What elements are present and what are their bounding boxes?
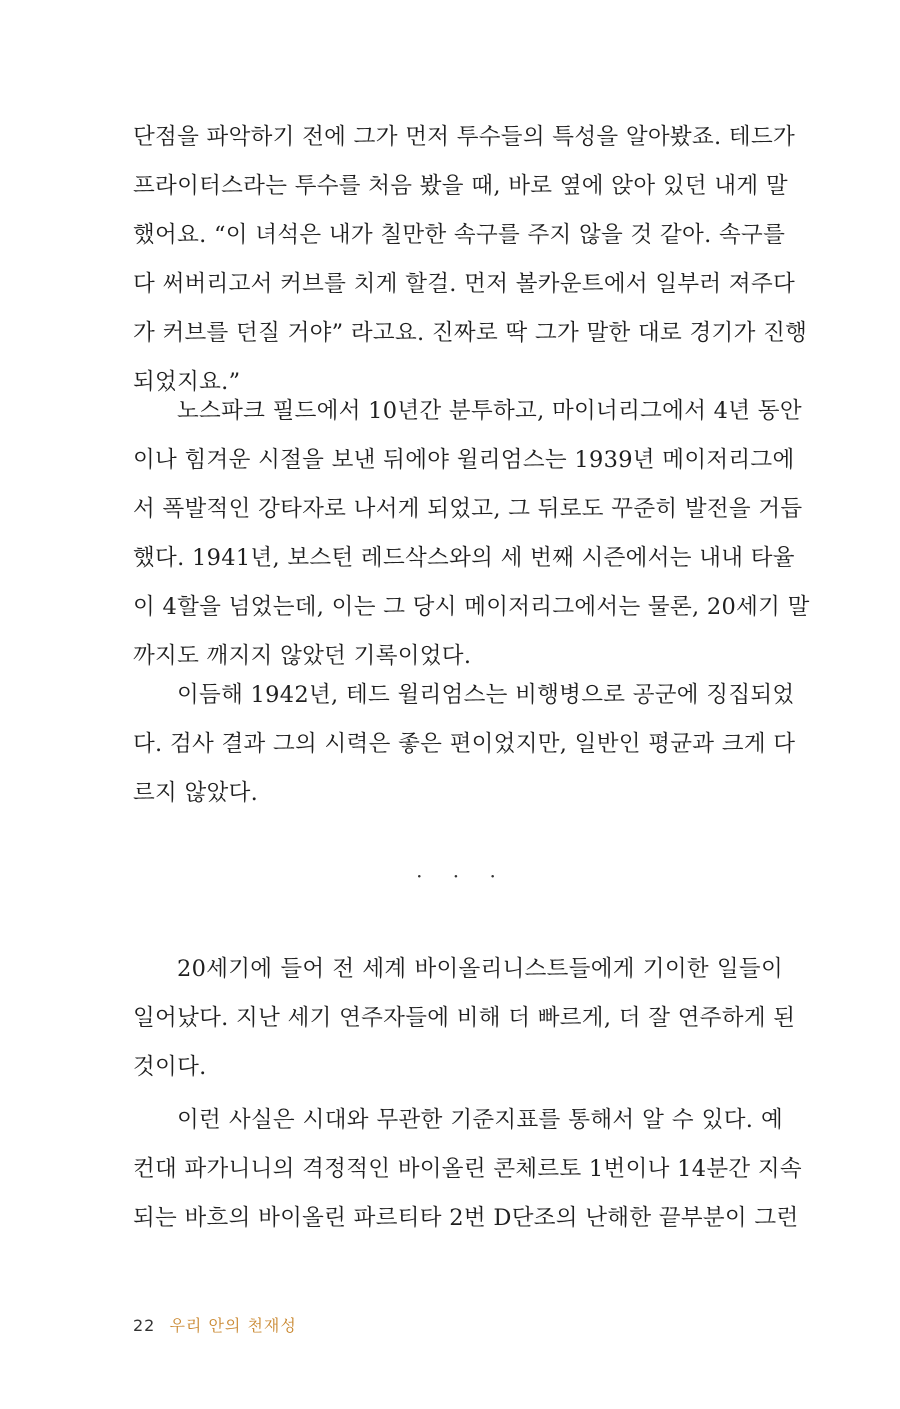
- text-line: 컨대 파가니니의 격정적인 바이올린 콘체르토 1번이나 14분간 지속: [133, 1156, 802, 1182]
- text-line: 르지 않았다.: [133, 780, 259, 806]
- paragraph: [133, 1096, 802, 1243]
- paragraph: [133, 671, 796, 818]
- text-line: 것이다.: [133, 1054, 207, 1080]
- page-footer: [133, 1313, 297, 1336]
- text-line: 이나 힘겨운 시절을 보낸 뒤에야 윌리엄스는 1939년 메이저리그에: [133, 447, 795, 473]
- text-line: 되었지요.”: [133, 369, 241, 395]
- text-line: 되는 바흐의 바이올린 파르티타 2번 D단조의 난해한 끝부분이 그런: [133, 1205, 799, 1231]
- text-line: 이 4할을 넘었는데, 이는 그 당시 메이저리그에서는 물론, 20세기 말: [133, 594, 810, 620]
- text-line: 노스파크 필드에서 10년간 분투하고, 마이너리그에서 4년 동안: [177, 398, 802, 424]
- text-line: 다 써버리고서 커브를 치게 할걸. 먼저 볼카운트에서 일부러 져주다: [133, 271, 796, 297]
- section-separator: · · ·: [416, 864, 508, 888]
- text-line: 가 커브를 던질 거야” 라고요. 진짜로 딱 그가 말한 대로 경기가 진행: [133, 320, 808, 346]
- text-line: 단점을 파악하기 전에 그가 먼저 투수들의 특성을 알아봤죠. 테드가: [133, 124, 796, 150]
- text-line: 일어났다. 지난 세기 연주자들에 비해 더 빠르게, 더 잘 연주하게 된: [133, 1005, 796, 1031]
- text-line: 까지도 깨지지 않았던 기록이었다.: [133, 643, 472, 669]
- text-line: 프라이터스라는 투수를 처음 봤을 때, 바로 옆에 앉아 있던 내게 말: [133, 173, 788, 199]
- text-line: 이런 사실은 시대와 무관한 기준지표를 통해서 알 수 있다. 예: [177, 1107, 783, 1133]
- text-line: 했다. 1941년, 보스턴 레드삭스와의 세 번째 시즌에서는 내내 타율: [133, 545, 795, 571]
- text-line: 했어요. “이 녀석은 내가 칠만한 속구를 주지 않을 것 같아. 속구를: [133, 222, 786, 248]
- page-number: 22: [133, 1316, 156, 1335]
- text-line: 이듬해 1942년, 테드 윌리엄스는 비행병으로 공군에 징집되었: [177, 682, 795, 708]
- running-title: 우리 안의 천재성: [169, 1316, 297, 1335]
- paragraph: [133, 945, 796, 1092]
- text-line: 서 폭발적인 강타자로 나서게 되었고, 그 뒤로도 꾸준히 발전을 거듭: [133, 496, 803, 522]
- text-line: 20세기에 들어 전 세계 바이올리니스트들에게 기이한 일들이: [177, 956, 783, 982]
- paragraph: [133, 387, 810, 681]
- text-line: 다. 검사 결과 그의 시력은 좋은 편이었지만, 일반인 평균과 크게 다: [133, 731, 796, 757]
- paragraph: [133, 113, 808, 407]
